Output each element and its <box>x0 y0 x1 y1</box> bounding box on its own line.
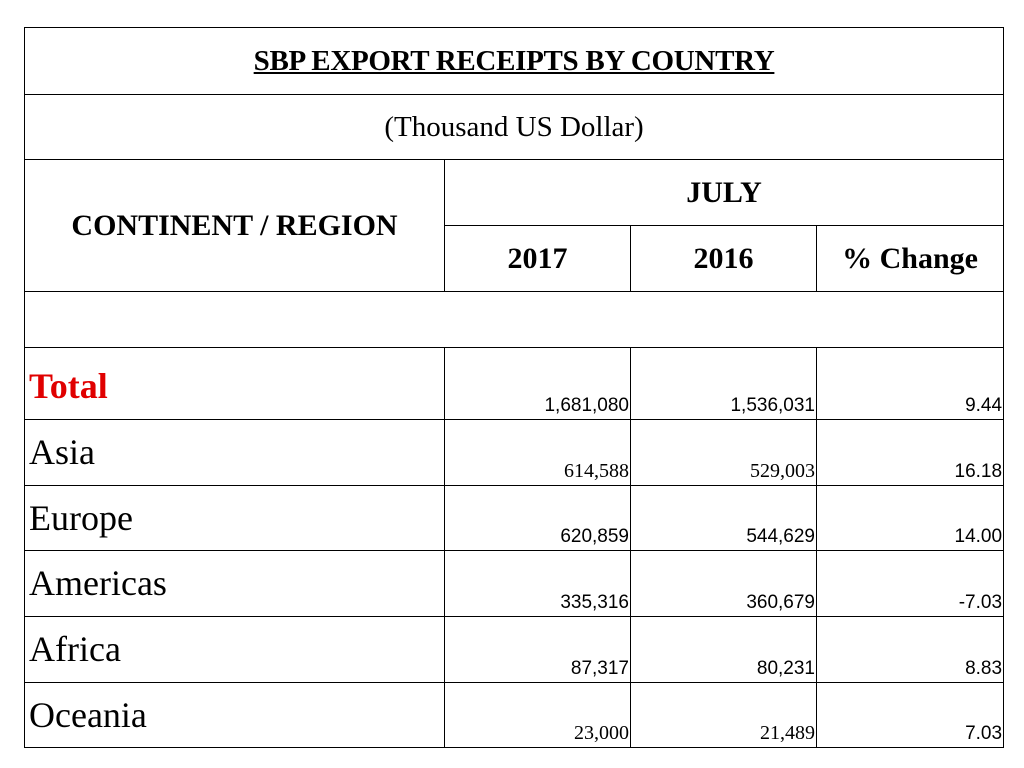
region-label: Total <box>25 348 445 420</box>
value-2017: 23,000 <box>445 683 631 748</box>
table-row-total <box>25 348 1004 420</box>
percent-change-header: % Change <box>817 226 1004 292</box>
table-row-americas <box>25 551 1004 617</box>
value-2016: 544,629 <box>631 486 817 551</box>
percent-change: -7.03 <box>817 551 1004 617</box>
month-header: JULY <box>445 160 1004 226</box>
value-2017: 620,859 <box>445 486 631 551</box>
percent-change: 7.03 <box>817 683 1004 748</box>
value-2016: 1,536,031 <box>631 348 817 420</box>
value-2016: 21,489 <box>631 683 817 748</box>
table-row-oceania <box>25 683 1004 748</box>
percent-change: 8.83 <box>817 617 1004 683</box>
value-2016: 529,003 <box>631 420 817 486</box>
region-label: Asia <box>25 420 445 486</box>
year-2016-header: 2016 <box>631 226 817 292</box>
export-receipts-table <box>24 27 1004 748</box>
year-2017-header: 2017 <box>445 226 631 292</box>
value-2016: 360,679 <box>631 551 817 617</box>
value-2017: 1,681,080 <box>445 348 631 420</box>
percent-change: 9.44 <box>817 348 1004 420</box>
table-row-europe <box>25 486 1004 551</box>
percent-change: 14.00 <box>817 486 1004 551</box>
value-2016: 80,231 <box>631 617 817 683</box>
region-label: Europe <box>25 486 445 551</box>
region-label: Americas <box>25 551 445 617</box>
value-2017: 87,317 <box>445 617 631 683</box>
table-row-africa <box>25 617 1004 683</box>
units-caption: (Thousand US Dollar) <box>25 95 1004 160</box>
region-column-header: CONTINENT / REGION <box>25 160 445 292</box>
value-2017: 614,588 <box>445 420 631 486</box>
table-title: SBP EXPORT RECEIPTS BY COUNTRY <box>25 28 1004 95</box>
region-label: Africa <box>25 617 445 683</box>
table-row-asia <box>25 420 1004 486</box>
value-2017: 335,316 <box>445 551 631 617</box>
region-label: Oceania <box>25 683 445 748</box>
percent-change: 16.18 <box>817 420 1004 486</box>
spacer-row <box>25 292 1004 348</box>
